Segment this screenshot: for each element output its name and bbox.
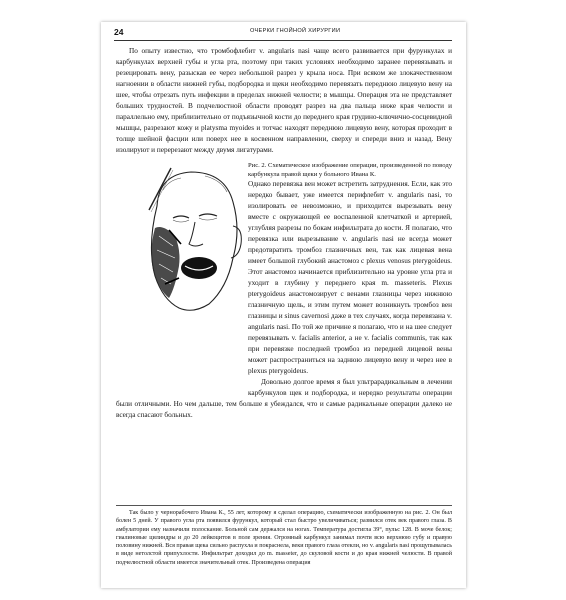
footnote <box>116 505 452 567</box>
running-head: ОЧЕРКИ ГНОЙНОЙ ХИРУРГИИ <box>250 28 341 34</box>
main-text <box>116 46 452 421</box>
paragraph-text: Однако перевязка вен может встретить затруднения. Если, как это нередко бывает, уже имеется перифлебит v. angularis nasi, то изолировать ее невозможно, и приходится вырезывать вену вместе с окружающей ее воспаленной клетчаткой и артерией, углубляя разрезы по бокам инфильтрата до кости. Я полагаю, что перевязка или вырезывание v. angularis nasi не всегда может предотвратить тромбоз глазничных вен, так как лицевая вена имеет большой глубокий анастомоз с plexus venosus pterygoideus. Этот анастомоз начинается приблизительно на уровне угла рта и уходит в глубину у переднего края m. masseteris. Plexus pterygoideus анастомозирует с венами глазницы через нижнюю глазничную щель, и этим путем может возникнуть тромбоз вен глазницы и sinus cavernosi даже в тех случаях, когда перевязана v. angularis nasi. По той же причине я полагаю, что и на шее следует перевязывать v. facialis anterior, а не v. facialis communis, так как при перевязке последней тромбоз из передней лицевой вены может распространиться на заднюю лицевую вену и через нее в plexus pterygoideus. <box>248 180 452 376</box>
page-number: 24 <box>114 27 124 37</box>
paragraph: Довольно долгое время я был ультрарадикальным в лечении карбункулов щек и подбородка, и нередко результаты операции были отличными. Но чем дальше, тем больше я убеждался, что и самые радикальные операции далеко не всегда спасают больных. <box>116 378 452 420</box>
figure <box>116 158 240 398</box>
page-header <box>114 27 452 41</box>
face-surgery-illustration <box>129 166 253 316</box>
footnote-text: Так было у чернорабочего Ивана К., 55 лет, которому я сделал операцию, схематически изображенную на рис. 2. Он был болен 5 дней. У правого угла рта появился фурункул, который стал быстро увеличиваться; развился отек век правого глаза. В амбулатории ему назначили полоскание. Больной сам держался на ногах. Температура достигла 39°, пульс 128. В моче белок; гиалиновые цилиндры и до 20 лейкоцитов в поле зрения. Огромный карбункул занимал почти всю верхнюю губу и правую половину нижней. Вся правая щека сильно распухла и покраснела, веки правого глаза отекли, но v. angularis nasi прощупывалась в виде нетолстой припухлости. Инфильтрат доходил до m. masseter, до скуловой кости и до края нижней челюсти. В правой подчелюстной области имеется значительный отек. Произведена операция <box>116 510 452 566</box>
book-page <box>101 22 466 588</box>
figure-caption: Рис. 2. Схематическое изображение операции, произведенной по поводу карбункула правой щеки у больного Ивана К. <box>248 162 452 178</box>
paragraph: По опыту известно, что тромбофлебит v. angularis nasi чаще всего развивается при фурункулах и карбункулах верхней губы и угла рта, поэтому при таких условиях необходимо заранее перевязывать и резецировать вену, разыскав ее через небольшой разрез у крыла носа. При всяком же злокачественном нагноении в области нижней губы, подбородка и щеки необходимо перевязать переднюю лицевую вену на шее, чтобы отрезать путь инфекции в пределах нижней челюсти; в мышцы. Операция эта не представляет больших трудностей. В подчелюстной области проводят разрез на два пальца ниже края челюсти и параллельно ему, приблизительно от подъязычной кости до переднего края грудино-ключично-сосцевидной мышцы, разрезают кожу и platysma myoides и тотчас находят переднюю лицевую вену, которая проходит в толще шейной фасции или поверх нее в косвенном направлении, сверху и спереди вниз и назад. Вену изолируют и перерезают между двумя лигатурами. <box>116 47 452 154</box>
